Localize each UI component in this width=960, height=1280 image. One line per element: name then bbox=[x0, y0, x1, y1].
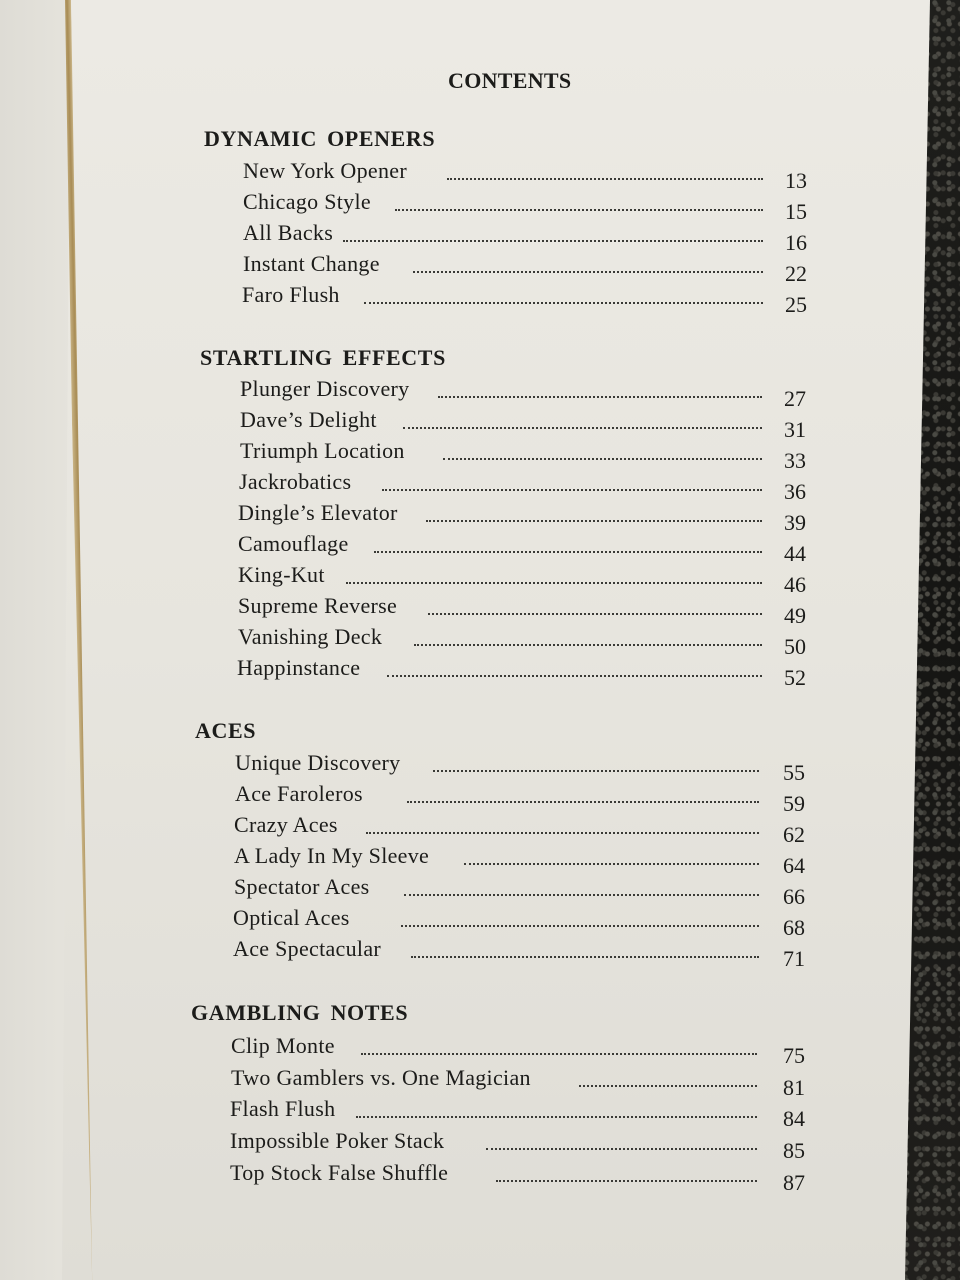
entry-page-number: 71 bbox=[783, 946, 805, 971]
dot-leader bbox=[346, 562, 762, 584]
toc-entry bbox=[240, 438, 812, 473]
dot-leader bbox=[426, 500, 762, 522]
toc-entry bbox=[234, 812, 811, 847]
entry-title: Faro Flush bbox=[242, 282, 340, 307]
toc-entry bbox=[238, 624, 812, 659]
entry-page-number: 81 bbox=[783, 1075, 805, 1100]
entry-title: Chicago Style bbox=[243, 189, 371, 214]
entry-page-number: 75 bbox=[783, 1043, 805, 1068]
toc-entry bbox=[233, 936, 811, 971]
entry-page-number: 25 bbox=[785, 292, 807, 317]
dot-leader bbox=[374, 531, 762, 553]
toc-entry bbox=[240, 376, 812, 411]
dot-leader bbox=[579, 1065, 757, 1087]
dot-leader bbox=[382, 469, 762, 491]
dot-leader bbox=[366, 812, 759, 834]
entry-page-number: 55 bbox=[783, 760, 805, 785]
dot-leader bbox=[403, 407, 762, 429]
entry-page-number: 84 bbox=[783, 1106, 805, 1131]
entry-title: Top Stock False Shuffle bbox=[230, 1160, 449, 1185]
toc-entry bbox=[240, 407, 812, 442]
dot-leader bbox=[486, 1128, 757, 1150]
entry-page-number: 59 bbox=[783, 791, 805, 816]
entry-title: Happinstance bbox=[237, 655, 361, 680]
toc-entry bbox=[230, 1096, 811, 1131]
toc-entry bbox=[243, 251, 813, 286]
entry-page-number: 16 bbox=[785, 230, 807, 255]
dot-leader bbox=[404, 874, 759, 896]
dot-leader bbox=[443, 438, 762, 460]
toc-entry bbox=[235, 750, 811, 785]
entry-page-number: 39 bbox=[784, 510, 806, 535]
entry-page-number: 33 bbox=[784, 448, 806, 473]
dot-leader bbox=[438, 376, 762, 398]
entry-page-number: 27 bbox=[784, 386, 806, 411]
entry-page-number: 64 bbox=[783, 853, 805, 878]
toc-entry bbox=[238, 500, 812, 535]
section-heading-startling-effects: STARTLING EFFECTS bbox=[200, 345, 446, 370]
entry-title: Vanishing Deck bbox=[238, 624, 383, 649]
entry-page-number: 36 bbox=[784, 479, 806, 504]
dot-leader bbox=[407, 781, 759, 803]
toc-entry bbox=[231, 1033, 811, 1068]
dot-leader bbox=[464, 843, 759, 865]
dot-leader bbox=[364, 282, 763, 304]
toc-entry bbox=[235, 781, 811, 816]
dot-leader bbox=[433, 750, 759, 772]
toc-entry bbox=[234, 843, 811, 878]
toc-entry bbox=[243, 158, 813, 193]
entry-title: Crazy Aces bbox=[234, 812, 338, 837]
toc-entry bbox=[238, 531, 812, 566]
toc-entry bbox=[231, 1065, 811, 1100]
dot-leader bbox=[447, 158, 763, 180]
toc-entry bbox=[237, 655, 812, 690]
entry-title: Camouflage bbox=[238, 531, 349, 556]
entry-title: Dave’s Delight bbox=[240, 407, 377, 432]
entry-title: A Lady In My Sleeve bbox=[234, 843, 430, 868]
entry-page-number: 66 bbox=[783, 884, 805, 909]
entry-page-number: 31 bbox=[784, 417, 806, 442]
entry-page-number: 15 bbox=[785, 199, 807, 224]
entry-title: Clip Monte bbox=[231, 1033, 335, 1058]
dot-leader bbox=[414, 624, 762, 646]
entry-title: All Backs bbox=[243, 220, 334, 245]
dot-leader bbox=[413, 251, 763, 273]
entry-title: Impossible Poker Stack bbox=[230, 1128, 445, 1153]
entry-page-number: 13 bbox=[785, 168, 807, 193]
toc-entry bbox=[234, 874, 811, 909]
entry-page-number: 52 bbox=[784, 665, 806, 690]
dot-leader bbox=[356, 1096, 757, 1118]
toc-entry bbox=[239, 469, 812, 504]
dot-leader bbox=[395, 189, 763, 211]
entry-title: Plunger Discovery bbox=[240, 376, 410, 401]
entry-page-number: 50 bbox=[784, 634, 806, 659]
entry-page-number: 49 bbox=[784, 603, 806, 628]
entry-page-number: 87 bbox=[783, 1170, 805, 1195]
entry-title: Supreme Reverse bbox=[238, 593, 398, 618]
entry-title: New York Opener bbox=[243, 158, 407, 183]
entry-page-number: 62 bbox=[783, 822, 805, 847]
entry-page-number: 44 bbox=[784, 541, 806, 566]
dot-leader bbox=[411, 936, 759, 958]
entry-title: Ace Faroleros bbox=[235, 781, 363, 806]
entry-page-number: 85 bbox=[783, 1138, 805, 1163]
entry-title: King-Kut bbox=[238, 562, 325, 587]
entry-title: Unique Discovery bbox=[235, 750, 401, 775]
toc-entry bbox=[238, 593, 812, 628]
section-heading-aces: ACES bbox=[195, 718, 257, 743]
section-heading-dynamic-openers: DYNAMIC OPENERS bbox=[204, 126, 436, 151]
entry-title: Ace Spectacular bbox=[233, 936, 382, 961]
entry-page-number: 46 bbox=[784, 572, 806, 597]
entry-title: Jackrobatics bbox=[239, 469, 352, 494]
entry-page-number: 22 bbox=[785, 261, 807, 286]
dot-leader bbox=[361, 1033, 757, 1055]
entry-title: Two Gamblers vs. One Magician bbox=[231, 1065, 531, 1090]
toc-entry bbox=[243, 189, 813, 224]
section-heading-gambling-notes: GAMBLING NOTES bbox=[191, 1000, 409, 1025]
entry-title: Instant Change bbox=[243, 251, 380, 276]
page-title: CONTENTS bbox=[448, 68, 572, 93]
entry-title: Spectator Aces bbox=[234, 874, 370, 899]
dot-leader bbox=[387, 655, 762, 677]
toc-entry bbox=[233, 905, 811, 940]
entry-page-number: 68 bbox=[783, 915, 805, 940]
dot-leader bbox=[428, 593, 762, 615]
dot-leader bbox=[496, 1160, 757, 1182]
entry-title: Flash Flush bbox=[230, 1096, 336, 1121]
toc-entry bbox=[243, 220, 813, 255]
entry-title: Dingle’s Elevator bbox=[238, 500, 398, 525]
toc-entry bbox=[230, 1128, 811, 1163]
toc-entry bbox=[242, 282, 813, 317]
entry-title: Triumph Location bbox=[240, 438, 405, 463]
dot-leader bbox=[343, 220, 763, 242]
toc-entry bbox=[230, 1160, 811, 1195]
entry-title: Optical Aces bbox=[233, 905, 350, 930]
toc-entry bbox=[238, 562, 812, 597]
dot-leader bbox=[401, 905, 759, 927]
